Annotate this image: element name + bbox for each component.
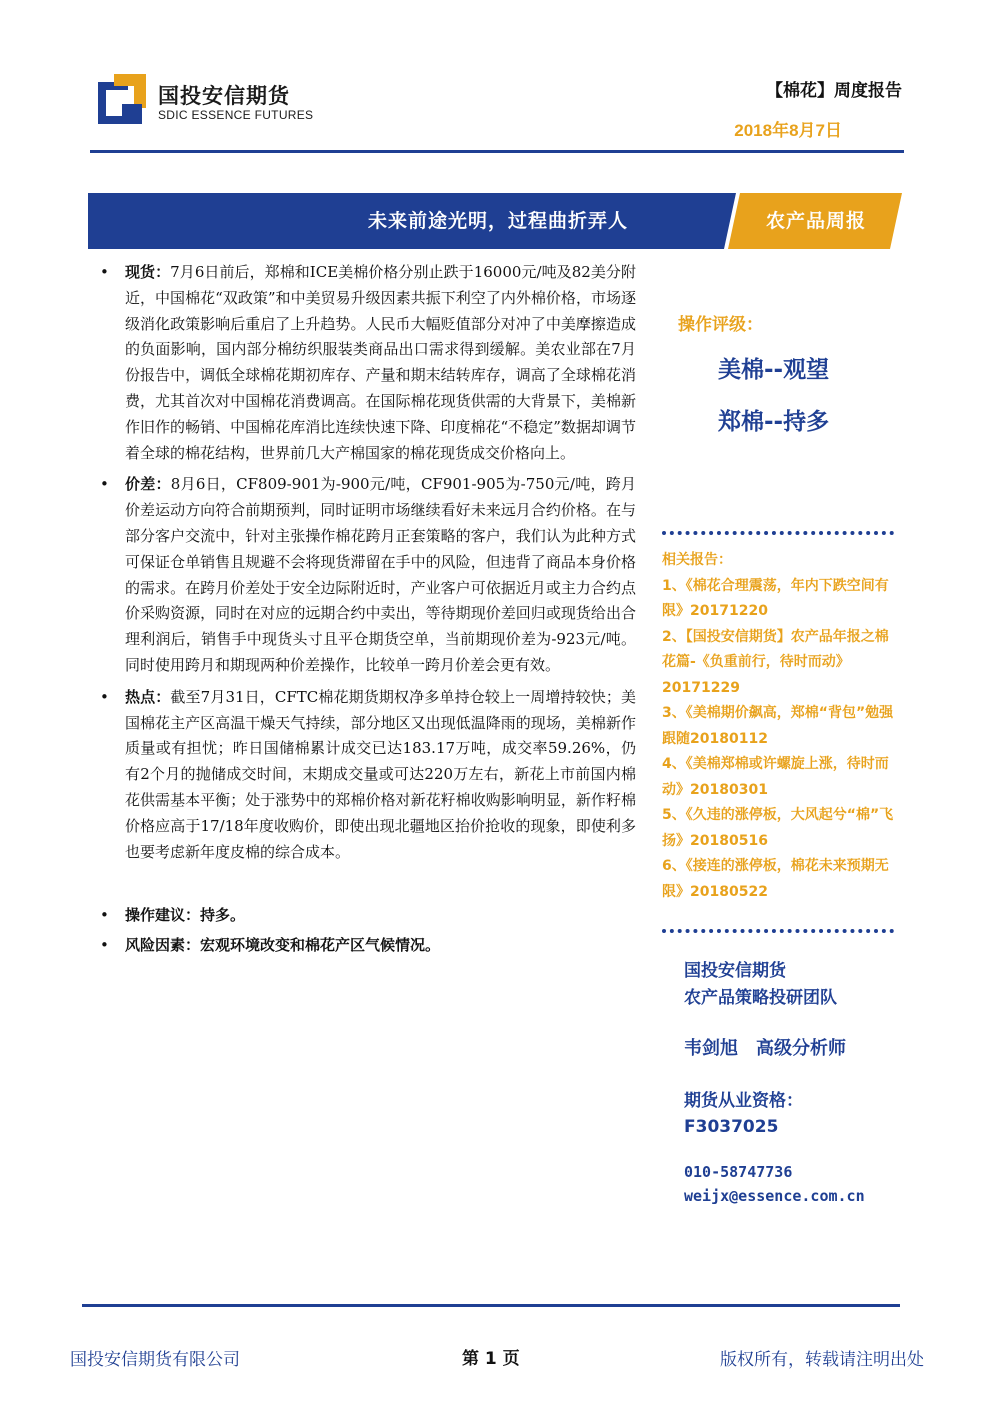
team-company: 国投安信期货 [684,961,786,981]
bullet-risk [96,933,636,959]
qualification-label: 期货从业资格： [684,1091,803,1111]
related-reports [662,548,898,905]
bullet-text: 持多。 [200,906,246,925]
header-divider [90,150,904,153]
bullet-label: 热点： [125,687,171,706]
bullet-label: 风险因素： [125,936,201,955]
bullet-text: 宏观环境改变和棉花产区气候情况。 [200,936,441,955]
bullet-dot-icon: • [100,687,109,706]
bullet-dot-icon: • [100,475,109,494]
analyst [684,1034,846,1060]
footer-copyright: 版权所有，转载请注明出处 [720,1350,924,1370]
bullet-hotspot [96,685,636,866]
related-report-item[interactable]: 3、《美棉期价飙高，郑棉“背包”勉强跟随20180112 [662,705,894,747]
rating-zhengzhou-cotton: 郑棉--持多 [718,409,830,435]
bullet-label: 价差： [125,475,171,494]
analyst-title: 高级分析师 [756,1038,846,1059]
related-report-item[interactable]: 1、《棉花合理震荡，年内下跌空间有限》20171220 [662,577,889,619]
title-banner [88,193,902,249]
bullet-label: 操作建议： [125,906,201,925]
rating-us-cotton: 美棉--观望 [718,357,830,383]
qualification [684,1088,803,1140]
dotted-divider [662,531,894,535]
bullet-advice [96,903,636,929]
report-type: 【棉花】周度报告 [766,81,902,101]
bullet-text: 截至7月31日，CFTC棉花期货期权净多单持仓较上一周增持较快；美国棉花主产区高温干燥天气持续，部分地区又出现低温降雨的现场，美棉新作质量或有担忧；昨日国储棉累计成交已达183.17万吨，成交率59.26%，仍有2个月的抛储成交时间，末期成交量或可达220万左右，新花上市前国内棉花供需基本平衡；处于涨势中的郑棉价格对新花籽棉收购影响明显，新作籽棉价格应高于17/18年度收购价，即使出现北疆地区抬价抢收的现象，即使利多也要考虑新年度皮棉的综合成本。 [125,687,636,861]
main-content [96,260,636,959]
company-logo-icon [98,74,148,124]
related-report-item[interactable]: 2、【国投安信期货】农产品年报之棉花篇-《负重前行，待时而动》20171229 [662,628,889,696]
bullet-spread [96,472,636,678]
contact-phone[interactable]: 010-58747736 [684,1163,793,1181]
related-report-item[interactable]: 4、《美棉郑棉或许螺旋上涨，待时而动》20180301 [662,756,889,798]
rating-label: 操作评级： [678,315,763,335]
page-number: 第 1 页 [462,1349,520,1369]
research-team [684,958,837,1012]
bullet-text: 8月6日，CF809-901为-900元/吨，CF901-905为-750元/吨，跨月价差运动方向符合前期预判，同时证明市场继续看好未来远月合约价格。在与部分客户交流中，针对主张操作棉花跨月正套策略的客户，我们认为此种方式可保证仓单销售且规避不会将现货滞留在手中的风险，但违背了商品本身价格的需求。在跨月价差处于安全边际附近时，产业客户可依据近月或主力合约点价采购资源，同时在对应的远期合约中卖出，等待期现价差回归或现货给出合理利润后，销售手中现货头寸且平仓期货空单，当前期现价差为-923元/吨。同时使用跨月和期现两种价差操作，比较单一跨月价差会更有效。 [125,475,636,674]
related-reports-title: 相关报告： [662,552,732,568]
bullet-dot-icon: • [100,906,109,925]
bullet-label: 现货： [125,263,171,281]
report-category: 农产品周报 [765,210,866,232]
report-date: 2018年8月7日 [734,121,842,140]
contact-email[interactable]: weijx@essence.com.cn [684,1187,865,1205]
contact-info [684,1160,865,1208]
footer-company: 国投安信期货有限公司 [70,1350,240,1370]
logo-company-en: SDIC ESSENCE FUTURES [158,108,314,122]
qualification-number: F3037025 [684,1117,779,1137]
related-report-item[interactable]: 6、《接连的涨停板，棉花未来预期无限》20180522 [662,858,889,900]
bullet-text: 7月6日前后，郑棉和ICE美棉价格分别止跌于16000元/吨及82美分附近，中国棉花“双政策”和中美贸易升级因素共振下利空了内外棉价格，市场逐级消化政策影响后重启了上升趋势。人民币大幅贬值部分对冲了中美摩擦造成的负面影响，国内部分棉纺织服装类商品出口需求得到缓解。美农业部在7月份报告中，调低全球棉花期初库存、产量和期末结转库存，调高了全球棉花消费，尤其首次对中国棉花消费调高。在国际棉花现货供需的大背景下，美棉新作旧作的畅销、中国棉花库消比连续快速下降、印度棉花“不稳定”数据却调节着全球的棉花结构，世界前几大产棉国家的棉花现货成交价格向上。 [125,263,636,462]
analyst-name: 韦剑旭 [684,1038,738,1059]
dotted-divider [662,929,894,933]
bullet-dot-icon: • [100,263,109,281]
footer-divider [82,1304,900,1307]
team-name: 农产品策略投研团队 [684,988,837,1008]
related-report-item[interactable]: 5、《久违的涨停板，大风起兮“棉”飞扬》20180516 [662,807,894,849]
logo-company-cn: 国投安信期货 [158,84,290,108]
report-headline: 未来前途光明，过程曲折弄人 [367,210,628,232]
bullet-dot-icon: • [100,936,109,955]
bullet-spot [96,260,636,466]
